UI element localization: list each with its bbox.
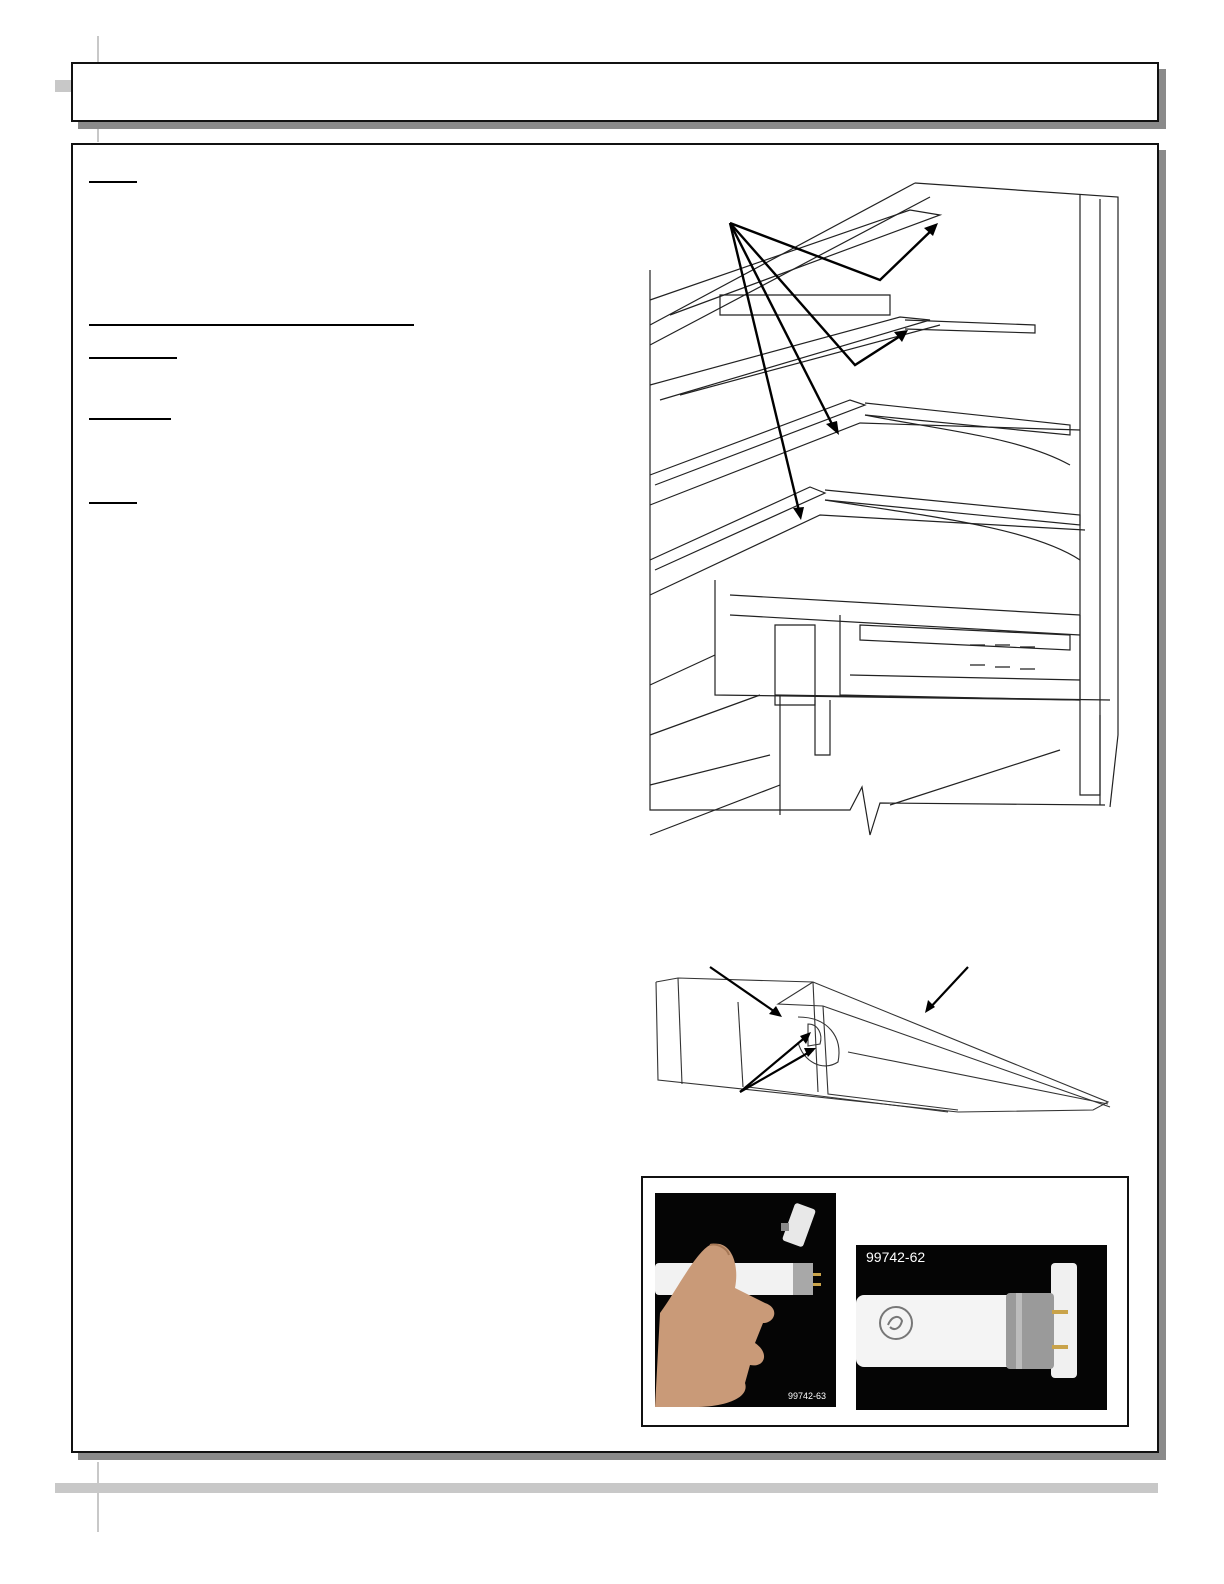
section-heading-underline [89,324,414,326]
heading-underline-2 [89,357,177,359]
heading-underline-4 [89,502,137,504]
lamp-holder-diagram [648,962,1123,1127]
photo-panel [641,1176,1129,1427]
footer-bar [55,1483,1158,1493]
heading-underline-3 [89,418,171,420]
crop-mark-bottom [97,1462,99,1532]
lamp-install-photo-1 [655,1193,836,1407]
shelf-lighting-diagram [640,175,1140,845]
lamp-install-photo-2 [856,1245,1107,1410]
heading-underline-1 [89,181,137,183]
photo-id-label: 99742-63 [788,1391,827,1401]
photo-id-label: 99742-62 [866,1249,926,1265]
header-box [71,62,1159,122]
lamp-end-illustration [856,1245,1107,1410]
hand-lamp-illustration [655,1193,836,1407]
